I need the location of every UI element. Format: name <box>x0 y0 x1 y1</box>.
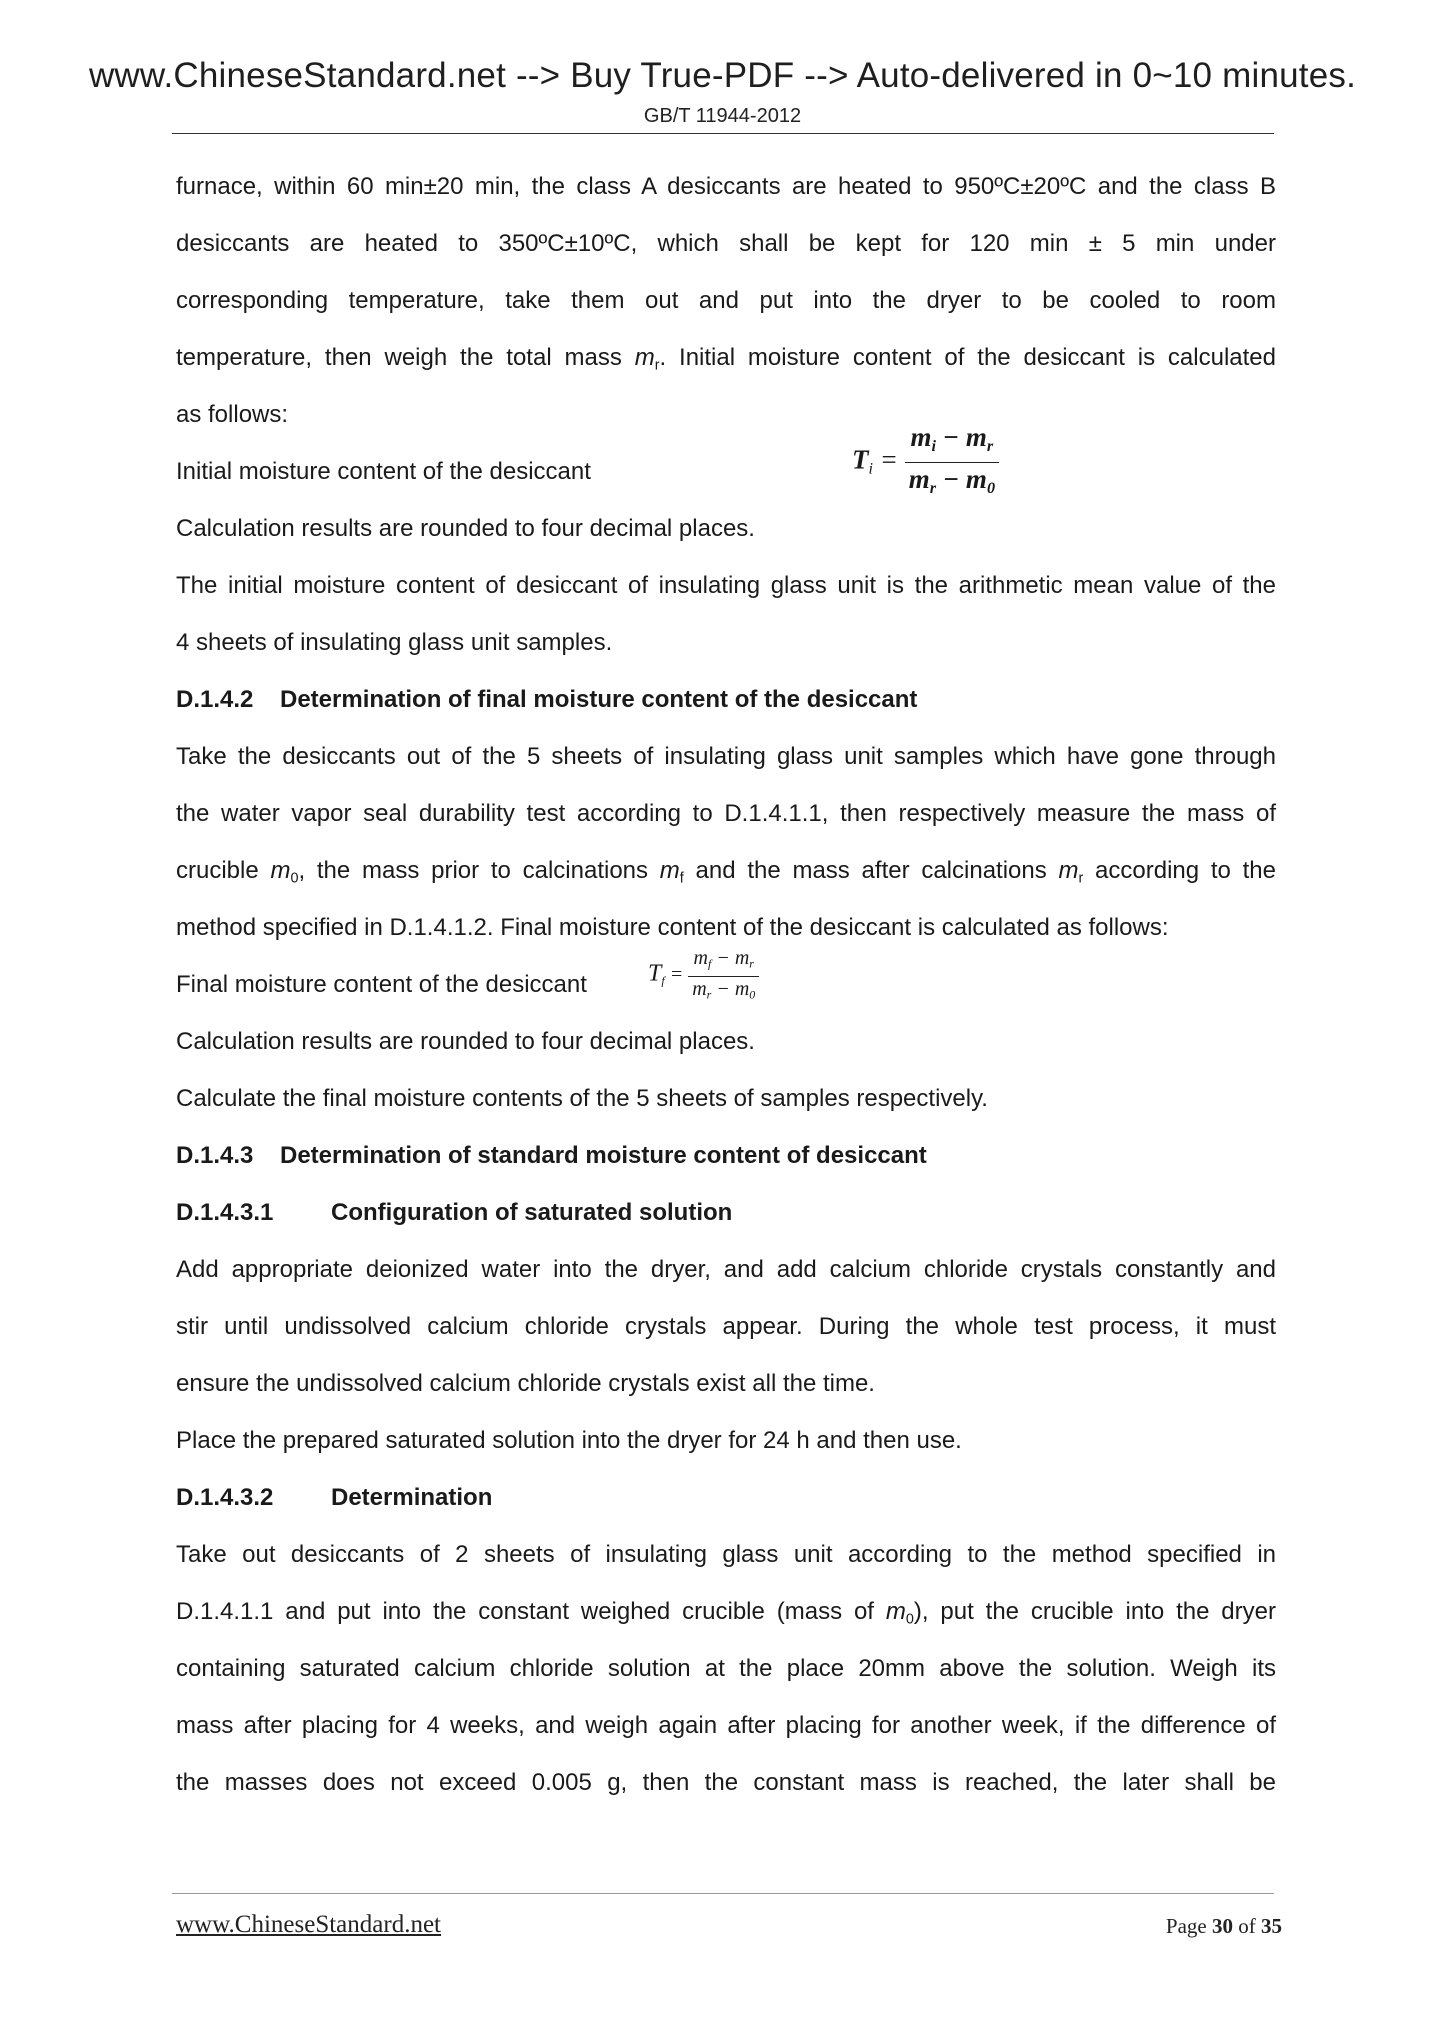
paragraph-line: ensure the undissolved calcium chloride crystals exist all the time. <box>176 1370 875 1397</box>
formula-ti: $T_i$ = $\frac{m_i - m_r}{m_r - m_0}$ <box>852 421 999 504</box>
paragraph-line: Add appropriate deionized water into the dryer, and add calcium chloride crystals constantly and <box>176 1256 1276 1283</box>
initial-moisture-row <box>176 422 1276 500</box>
paragraph-line: the masses does not exceed 0.005 g, then the constant mass is reached, the later shall be <box>176 1769 1276 1796</box>
paragraph-line: temperature, then weigh the total mass $m_r$. Initial moisture content of the desiccant is calculated <box>176 344 1277 374</box>
footer-rule <box>172 1893 1274 1894</box>
paragraph-line: Calculation results are rounded to four decimal places. <box>176 1028 755 1055</box>
paragraph-line: containing saturated calcium chloride solution at the place 20mm above the solution. Weigh its <box>176 1655 1276 1682</box>
paragraph-line: corresponding temperature, take them out and put into the dryer to be cooled to room <box>176 287 1276 314</box>
paragraph-line: the water vapor seal durability test according to D.1.4.1.1, then respectively measure the mass of <box>176 800 1276 827</box>
paragraph-line: 4 sheets of insulating glass unit samples. <box>176 629 613 656</box>
paragraph-line: as follows: <box>176 401 289 428</box>
paragraph-line: Calculate the final moisture contents of the 5 sheets of samples respectively. <box>176 1085 988 1112</box>
paragraph-line: mass after placing for 4 weeks, and weigh again after placing for another week, if the difference of <box>176 1712 1276 1739</box>
paragraph-line: stir until undissolved calcium chloride crystals appear. During the whole test process, it must <box>176 1313 1276 1340</box>
formula-tf: $T_f$ = $\frac{m_f - m_r}{m_r - m_0}$ <box>648 946 759 1006</box>
page-body <box>176 158 1276 1811</box>
paragraph-line: desiccants are heated to 350ºC±10ºC, which shall be kept for 120 min ± 5 min under <box>176 230 1276 257</box>
standard-number: GB/T 11944-2012 <box>643 105 802 127</box>
paragraph-line: The initial moisture content of desiccant of insulating glass unit is the arithmetic mean value of the <box>176 572 1276 599</box>
paragraph-line: method specified in D.1.4.1.2. Final moisture content of the desiccant is calculated as follows: <box>176 914 1169 941</box>
heading-d1431: D.1.4.3.1 Configuration of saturated solution <box>176 1199 733 1226</box>
heading-d142: D.1.4.2 Determination of final moisture content of the desiccant <box>176 686 918 713</box>
paragraph-line: furnace, within 60 min±20 min, the class A desiccants are heated to 950ºC±20ºC and the class B <box>176 173 1276 200</box>
initial-moisture-label: Initial moisture content of the desiccant <box>176 458 591 485</box>
paragraph-line: Calculation results are rounded to four decimal places. <box>176 515 755 542</box>
final-moisture-row <box>176 947 1276 1013</box>
paragraph-line: crucible $m_0$, the mass prior to calcinations $m_f$ and the mass after calcinations $m_r$ according to the <box>176 857 1276 887</box>
site-banner[interactable]: www.ChineseStandard.net --> Buy True-PDF --> Auto-delivered in 0~10 minutes. <box>88 56 1357 95</box>
footer-site-link[interactable]: www.ChineseStandard.net <box>176 1911 441 1938</box>
heading-d143: D.1.4.3 Determination of standard moisture content of desiccant <box>176 1142 927 1169</box>
paragraph-line: Place the prepared saturated solution into the dryer for 24 h and then use. <box>176 1427 962 1454</box>
header-rule <box>172 133 1274 134</box>
paragraph-line: Take out desiccants of 2 sheets of insulating glass unit according to the method specified in <box>176 1541 1276 1568</box>
paragraph-line: Take the desiccants out of the 5 sheets of insulating glass unit samples which have gone through <box>176 743 1276 770</box>
final-moisture-label: Final moisture content of the desiccant <box>176 971 587 998</box>
page-number: Page 30 of 35 <box>1165 1914 1282 1938</box>
heading-d1432: D.1.4.3.2 Determination <box>176 1484 493 1511</box>
paragraph-line: D.1.4.1.1 and put into the constant weighed crucible (mass of $m_0$), put the crucible into the dryer <box>176 1598 1276 1628</box>
